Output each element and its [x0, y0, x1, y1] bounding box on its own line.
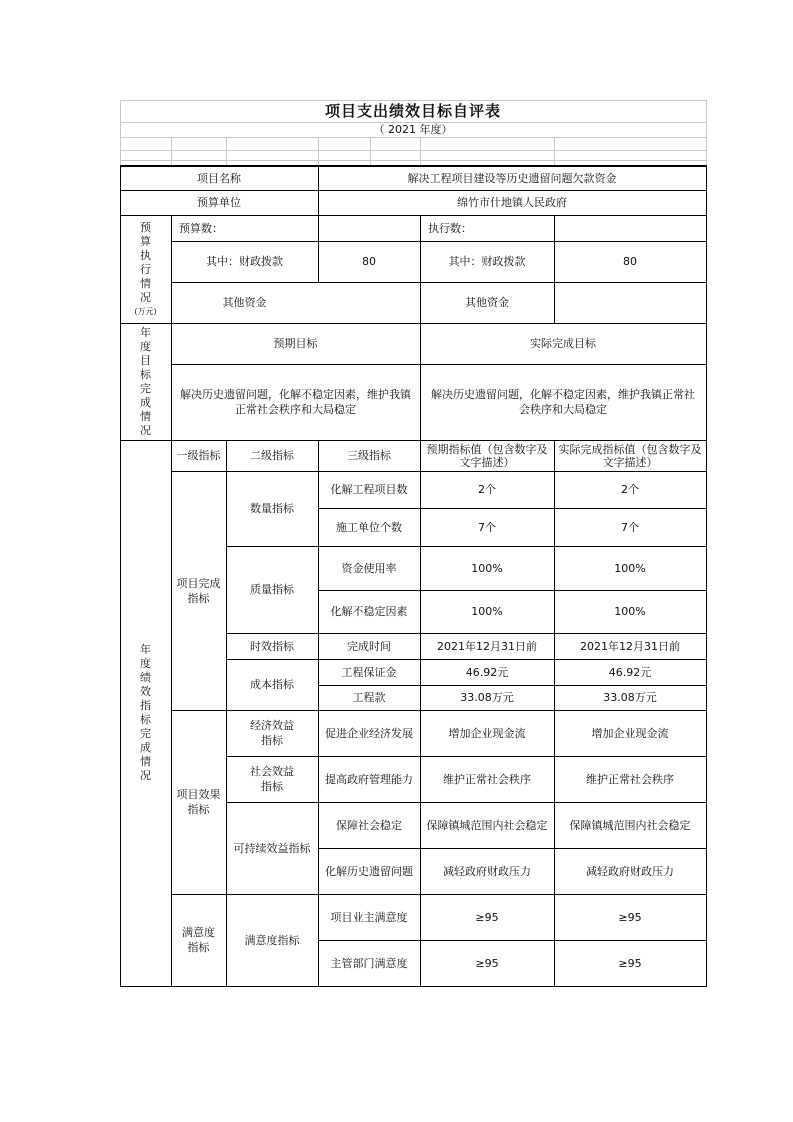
row-l3: 化解历史遗留问题: [325, 864, 413, 878]
fiscal-budget-label: 其中：财政拨款: [206, 255, 283, 268]
group-satisfaction-label: 满意度指标: [182, 926, 215, 954]
row-actual: 100%: [614, 605, 646, 618]
row-expected: 100%: [471, 605, 503, 618]
row-expected: 2个: [478, 483, 496, 496]
row-l3: 主管部门满意度: [330, 956, 408, 970]
row-expected: 33.08万元: [460, 691, 514, 704]
other-funds-exec-label: 其他资金: [465, 296, 509, 309]
expected-goal-header: 预期目标: [273, 337, 318, 350]
l2-sustainable: 可持续效益指标: [233, 841, 311, 855]
row-actual: 7个: [621, 520, 639, 534]
l2-quantity: 数量指标: [250, 502, 294, 515]
l2-economic-label: 经济效益指标: [250, 719, 294, 747]
row-expected: 7个: [478, 520, 496, 534]
col-expected-header: 预期指标值（包含数字及文字描述）: [426, 442, 548, 469]
page-title: 项目支出绩效目标自评表: [324, 101, 501, 120]
row-l3: 提高政府管理能力: [325, 772, 413, 786]
col-level3-header: 三级指标: [347, 449, 391, 462]
row-actual: 维护正常社会秩序: [586, 772, 674, 786]
fiscal-exec-value: 80: [623, 255, 637, 268]
group-effect: [171, 710, 226, 894]
row-l3: 项目业主满意度: [330, 910, 408, 924]
annual-goal-title: 年度目标完成情况: [140, 325, 151, 437]
row-actual: 46.92元: [608, 665, 652, 679]
row-expected: 100%: [471, 561, 503, 575]
row-expected: 增加企业现金流: [448, 726, 526, 740]
row-actual: ≥95: [618, 910, 642, 924]
budget-amount-label: 预算数：: [179, 221, 223, 235]
project-name-label: 项目名称: [197, 171, 241, 185]
indicators-title: 年度绩效指标完成情况: [140, 643, 151, 782]
row-actual: 减轻政府财政压力: [586, 864, 674, 878]
l2-economic: [226, 710, 318, 756]
budget-unit-value: 绵竹市什地镇人民政府: [457, 196, 567, 209]
l2-cost: 成本指标: [250, 678, 294, 691]
row-l3: 资金使用率: [341, 561, 397, 575]
l2-quality: 质量指标: [250, 583, 294, 596]
row-actual: ≥95: [618, 956, 642, 970]
actual-goal-header: 实际完成目标: [530, 337, 596, 350]
other-funds-label: 其他资金: [222, 296, 267, 309]
report-year: （ 2021 年度）: [373, 123, 453, 136]
exec-amount-label: 执行数：: [428, 221, 472, 235]
row-expected: ≥95: [475, 956, 499, 970]
row-expected: 减轻政府财政压力: [443, 864, 531, 878]
col-level1-header: 一级指标: [176, 449, 221, 462]
group-completion: [171, 471, 226, 710]
budget-section-unit: (万元): [134, 307, 157, 316]
project-name-value: 解决工程项目建设等历史遗留问题欠款资金: [407, 171, 617, 185]
l2-social-label: 社会效益指标: [250, 765, 294, 793]
row-l3: 促进企业经济发展: [325, 726, 413, 740]
row-l3: 化解不稳定因素: [330, 605, 408, 618]
row-l3: 完成时间: [347, 639, 391, 653]
fiscal-budget-value: 80: [362, 255, 376, 268]
row-actual: 保障镇城范围内社会稳定: [569, 818, 691, 832]
actual-goal-text: 解决历史遗留问题，化解不稳定因素，维护我镇正常社会秩序和大局稳定: [431, 388, 695, 416]
annual-goal-section-label: [120, 323, 171, 440]
row-l3: 施工单位个数: [336, 520, 402, 534]
row-expected: 2021年12月31日前: [437, 639, 537, 653]
row-expected: ≥95: [475, 910, 499, 924]
l2-satisfaction: 满意度指标: [244, 933, 300, 947]
row-expected: 保障镇城范围内社会稳定: [426, 818, 548, 832]
group-effect-label: 项目效果指标: [176, 788, 221, 816]
indicators-section-label: [120, 440, 171, 986]
group-satisfaction: [171, 894, 226, 986]
row-l3: 工程保证金: [341, 665, 397, 679]
l2-social: [226, 756, 318, 802]
budget-section-label: [120, 215, 171, 323]
expected-goal-text: 解决历史遗留问题，化解不稳定因素，维护我镇正常社会秩序和大局稳定: [180, 388, 411, 416]
l2-time: 时效指标: [250, 639, 294, 653]
budget-section-title: 预算执行情况: [140, 221, 151, 304]
row-l3: 化解工程项目数: [330, 483, 408, 496]
row-actual: 增加企业现金流: [591, 726, 669, 740]
row-actual: 33.08万元: [603, 691, 657, 704]
col-level2-header: 二级指标: [250, 449, 294, 462]
row-actual: 2个: [621, 483, 639, 496]
row-l3: 保障社会稳定: [336, 818, 402, 832]
group-completion-label: 项目完成指标: [176, 576, 221, 605]
row-expected: 46.92元: [465, 665, 509, 679]
fiscal-exec-label: 其中：财政拨款: [448, 255, 526, 268]
row-expected: 维护正常社会秩序: [443, 772, 531, 786]
row-l3: 工程款: [352, 691, 386, 704]
row-actual: 2021年12月31日前: [580, 639, 680, 653]
row-actual: 100%: [614, 561, 646, 575]
budget-unit-label: 预算单位: [197, 196, 241, 209]
col-actual-header: 实际完成指标值（包含数字及文字描述）: [558, 442, 702, 469]
